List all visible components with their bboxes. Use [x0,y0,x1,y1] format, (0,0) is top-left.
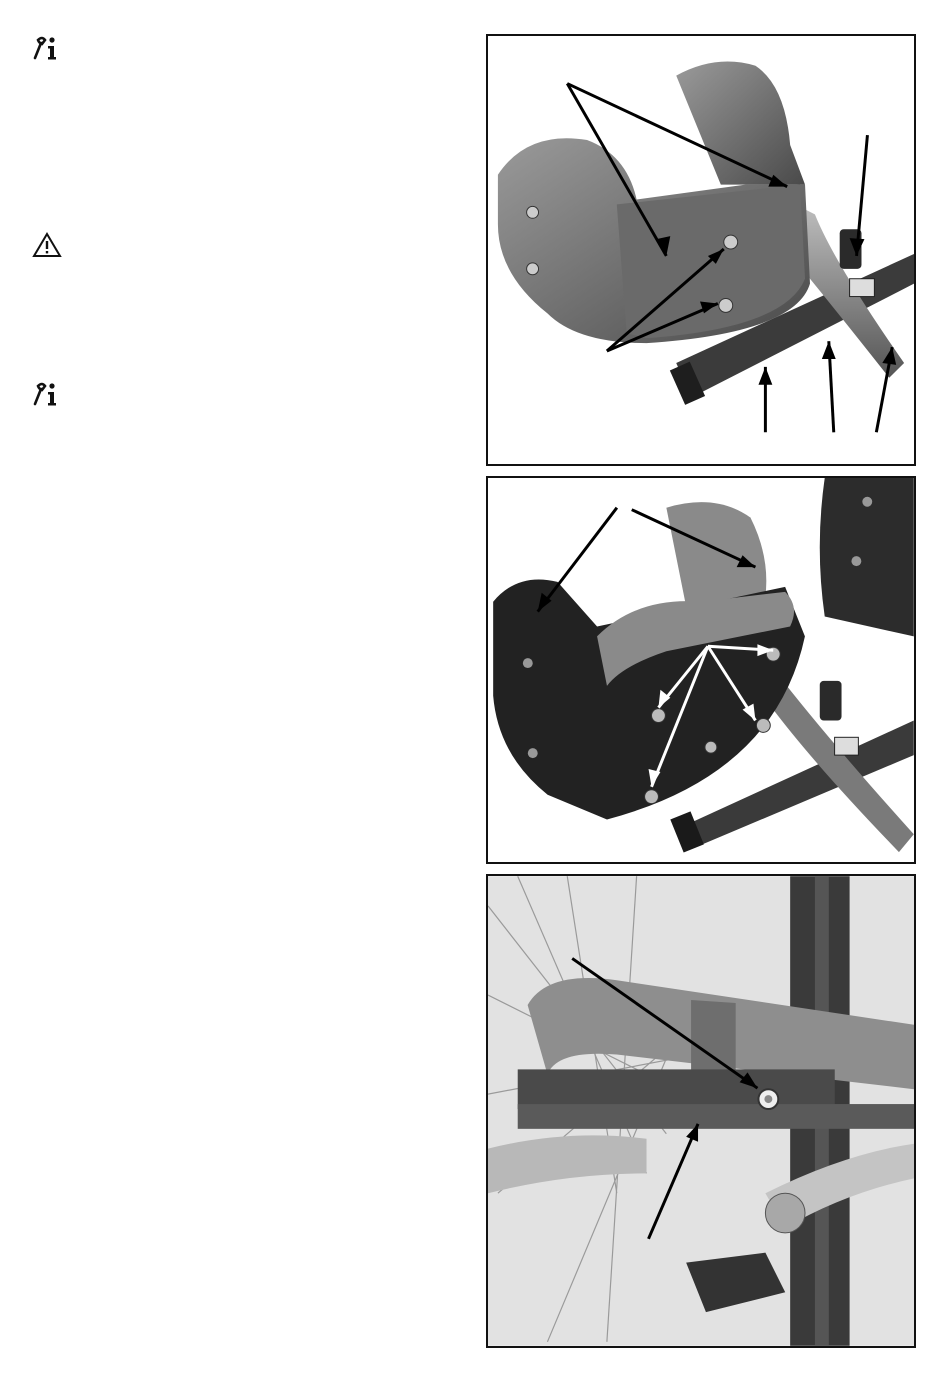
figure-frame-clamp-photo [486,874,916,1348]
footrest-mount-illustration [488,36,914,464]
wrench-info-icon [30,34,64,62]
warning-triangle-icon [32,232,62,258]
footrest-plate-illustration [488,478,914,862]
frame-clamp-photo-image [488,876,914,1346]
figure-footrest-mount-1 [486,34,916,466]
figure-footrest-mount-2 [486,476,916,864]
wrench-info-icon [30,380,64,408]
